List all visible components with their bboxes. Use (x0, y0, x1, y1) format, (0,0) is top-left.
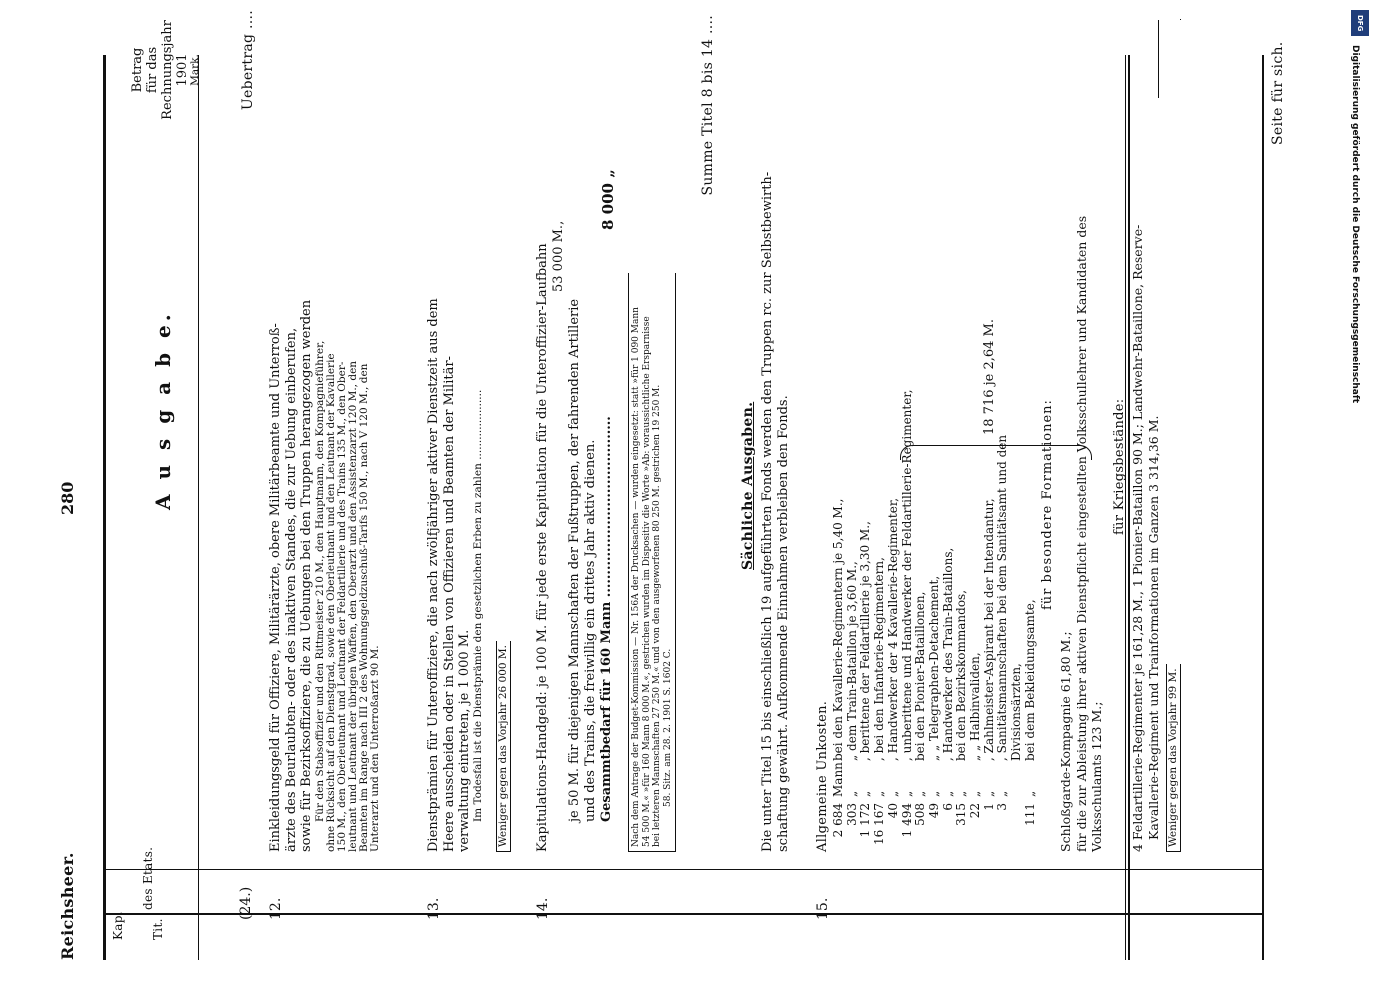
text-line: 4 Feldartillerie-Regimenter je 161,28 M., 1 Pionier-Bataillon 90 M.; Landwehr-Bataillone, Reserve- (1130, 224, 1145, 852)
amount-col-line: Mark. (189, 54, 201, 86)
footnote-line: bei letzteren Mannschaften 27 250 M.« und von den ausgeworfenen 80 250 M. gestrichen 19 250 M. (652, 384, 662, 847)
item-count: 2 684 (831, 803, 845, 838)
text-line: Volksschulamts 123 M.; (1089, 701, 1104, 852)
item-line (859, 389, 873, 845)
item-unit: „ (858, 790, 873, 797)
text-line: Die unter Titel 15 bis einschließlich 19 aufgeführten Fonds werden den Truppen rc. zur Selbstbewirth- (760, 171, 775, 852)
table-top-rule (103, 55, 106, 960)
col-sep-kap (198, 55, 199, 960)
text-line: und des Trains, die freiwillig ein drittes Jahr aktiv dienen. (583, 439, 598, 822)
item-line (887, 389, 901, 845)
item-text: bei dem Bekleidungsamte, (1022, 599, 1037, 761)
text-line: Dienstprämien für Unteroffiziere, die nach zwölfjähriger aktiver Dienstzeit aus dem (426, 298, 441, 852)
item-text: Divisionsärzten, (1009, 663, 1024, 761)
besondere-heading: für besondere Formationen: (1040, 399, 1055, 610)
digitization-note: Digitalisierung gefördert durch die Deutsche Forschungsgemeinschaft (1350, 45, 1360, 404)
row14-tit: 14. (535, 897, 551, 920)
kriegs-heading: für Kriegsbestände: (1112, 398, 1127, 535)
item-line (873, 389, 887, 845)
item-text: , berittene der Feldartillerie je 3,30 M., (858, 521, 873, 761)
item-text: , Handwerker des Train-Bataillons, (940, 547, 955, 761)
item-text: „ dem Train-Bataillon je 3,60 M., (844, 561, 859, 761)
item-unit: „ (844, 790, 859, 797)
header-des-etats: des Etats. (141, 846, 155, 910)
amount-col-line: Rechnungsjahr (160, 20, 175, 120)
amount-col-line: Betrag (130, 47, 145, 93)
row15-tit: 15. (815, 897, 831, 920)
kriegs-lines (1130, 225, 1161, 852)
row12-kap: (24.) (238, 886, 254, 920)
item-text: bei den Pionier-Bataillonen, (913, 591, 928, 761)
saechliche-heading: Sächliche Ausgaben. (740, 401, 756, 570)
besondere-lines (1058, 216, 1105, 852)
digitization-strip (1343, 0, 1383, 1000)
item-unit: „ (926, 790, 941, 797)
summe-label: Summe Titel 8 bis 14 .... (700, 15, 716, 196)
item-line (846, 389, 860, 845)
item-count: 40 (885, 803, 900, 819)
item-text: , Sanitätsmannschaften bei dem Sanitätsamt und den (995, 434, 1010, 761)
row15-note: Weniger gegen das Vorjahr 99 M. (1166, 664, 1181, 852)
item-unit: „ (872, 790, 887, 797)
item-count: 49 (926, 803, 941, 819)
header-kap: Kap. (111, 911, 125, 940)
item-count: 1 (981, 803, 996, 811)
row15-heading: Allgemeine Unkosten. (815, 700, 830, 852)
row13-tit: 13. (426, 897, 442, 920)
row12-tit: 12. (268, 897, 284, 920)
text-line: ärzte des Beurlaubten- oder des inaktiven Standes, die zur Uebung einberufen, (283, 327, 299, 852)
footnote-line: 54 500 M.« »für 160 Mann 8 000 M.«, gestrichen wurden im Dispositiv die Worte »Ab: voraussichtliche Ersparnisse (641, 316, 652, 847)
amount-col-line: 1901 (175, 53, 190, 87)
text-line: Für den Stabsoffizier und den Rittmeister 210 M., den Hauptmann, den Kompagnieführer, (313, 340, 326, 822)
text-line: ohne Rücksicht auf den Dienstgrad, sowie den Oberleutnant und den Leutnant der Kavallerie (324, 353, 337, 852)
item-text: , Handwerker der 4 Kavallerie-Regimenter, (885, 497, 900, 761)
item-line (832, 389, 846, 845)
item-text: „ „ Telegraphen-Detachement, (926, 575, 941, 761)
uebertrag-label: Uebertrag .... (240, 10, 256, 111)
item-count: 315 (954, 803, 969, 826)
row13-note: Weniger gegen das Vorjahr 26 000 M. (496, 641, 511, 852)
seite-fuer-sich: Seite für sich. (1270, 41, 1286, 145)
item-count: 508 (913, 803, 928, 826)
item-text: , Zahlmeister-Aspirant bei der Intendantur, (981, 498, 996, 761)
page-number: 280 (58, 481, 77, 515)
item-text: bei den Bezirkskommandos, (954, 589, 969, 761)
text-line: Beamten im Range nach III 2 des Wohnungsgeldzuschuß-Tarifs 150 M., nach V 120 M., den (357, 363, 370, 852)
row12-text (268, 300, 381, 852)
header-title: A u s g a b e. (151, 310, 175, 510)
text-line: sowie für Bezirksoffiziere, die zu Uebungen bei den Truppen herangezogen werden (299, 299, 314, 852)
item-text: „ „ Halbinvaliden, (968, 652, 983, 761)
item-count: 3 (995, 803, 1010, 811)
text-line: Einkleidungsgeld für Offiziere, Militärärzte, obere Militärbeamte und Unterroß- (268, 323, 283, 852)
item-count: 1 494 (899, 803, 914, 838)
text-line: Heere ausscheiden oder in Stellen von Offizieren und Beamten der Militär- (441, 356, 457, 852)
row14-text (535, 221, 615, 852)
text-line: schaftung gewährt. Aufkommende Einnahmen verbleiben den Fonds. (776, 395, 791, 852)
text-line: Schloßgarde-Kompagnie 61,80 M.; (1058, 631, 1073, 852)
text-line: 53 000 M., (551, 220, 566, 292)
text-line: verwaltung eintreten, je 1 000 M. (457, 629, 472, 852)
item-unit: „ (995, 790, 1010, 797)
item-unit: „ (981, 790, 996, 797)
saechliche-intro (760, 172, 792, 852)
header-bottom (103, 869, 1263, 870)
item-count: 6 (940, 803, 955, 811)
item-unit: „ (899, 790, 914, 797)
brace-total: 18 716 je 2,64 M. (982, 319, 997, 435)
item-unit: „ (940, 790, 955, 797)
text-line: Kapitulations-Handgeld: je 100 M. für jede erste Kapitulation für die Unteroffizier-Laufbahn (535, 243, 550, 852)
dfg-logo: DFG (1351, 10, 1369, 36)
amount-column-header (130, 10, 201, 130)
text-line: je 50 M. für diejenigen Mannschaften der Fußtruppen, der fahrenden Artillerie (567, 298, 582, 822)
item-unit: „ (885, 790, 900, 797)
row14-footnote (628, 273, 676, 852)
row14-subtotal: 8 000 „ (599, 169, 617, 230)
item-count: 16 167 (872, 803, 887, 845)
item-unit: „ (913, 790, 928, 797)
row13-text (426, 298, 484, 852)
item-unit: „ (968, 790, 983, 797)
text-line: Gesammtbedarf für 160 Mann ........................................ (599, 416, 614, 822)
item-count: 1 172 (858, 803, 873, 838)
running-head: Reichsheer. (58, 852, 77, 960)
amount-col-line: für das (145, 46, 160, 94)
text-line: Kavallerie-Regiment und Trainformationen im Ganzen 3 314,36 M. (1145, 415, 1161, 840)
item-text: bei den Kavallerie-Regimentern je 5,40 M., (831, 498, 845, 761)
header-tit: Tit. (151, 918, 165, 940)
item-text: , bei den Infanterie-Regimentern, (872, 557, 887, 761)
item-count: 22 (968, 803, 983, 819)
footnote-line: 58. Sitz. am 28. 2. 1901 S. 1602 C. (662, 648, 673, 807)
table-bottom-rule (1262, 55, 1264, 960)
item-count: 111 (1022, 803, 1037, 826)
text-line: Im Todesfall ist die Dienstprämie den gesetzlichen Erben zu zahlen ..................... (471, 389, 484, 822)
item-count: 303 (844, 803, 859, 826)
item-unit: „ (1022, 790, 1037, 797)
item-unit: „ (954, 790, 969, 797)
text-line: für die zur Ableistung ihrer aktiven Dienstpflicht eingestellten Volksschullehrer und Kandidaten des (1073, 215, 1089, 852)
footnote-line: Nach dem Antrage der Budget-Kommission — Nr. 156A der Drucksachen — wurden eingesetzt: statt »für 1 090 Mann (631, 307, 641, 847)
text-line: Unterarzt und den Unterroßarzt 90 M. (368, 645, 381, 852)
text-line: 150 M., den Oberleutnant und Leutnant der Feldartillerie und des Trains 135 M., den Ober- (335, 361, 348, 852)
item-unit: Mann (831, 762, 845, 797)
item-text: , unberittene und Handwerker der Feldartillerie-Regimenter, (899, 389, 914, 761)
text-line: leutnant und Leutnant der übrigen Waffen, den Oberarzt und den Assistenzarzt 120 M., den (346, 360, 359, 852)
